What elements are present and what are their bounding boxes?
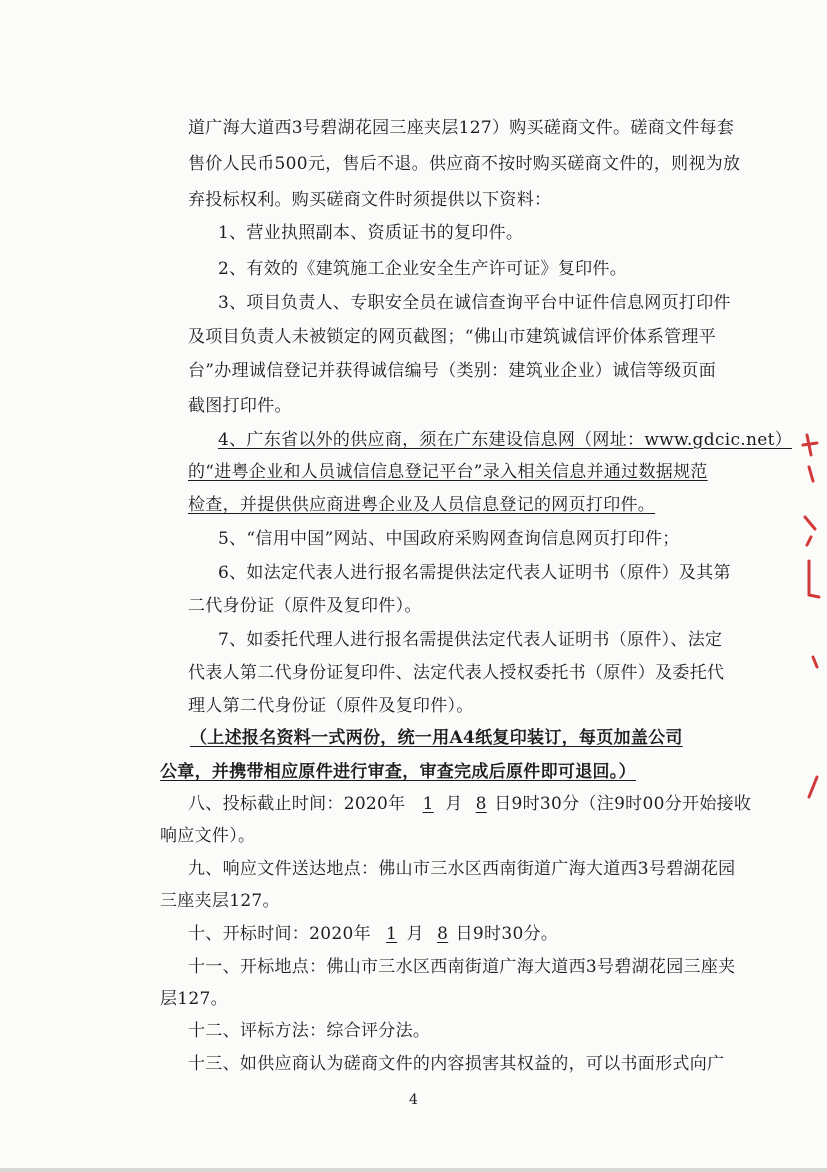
text-line: 十一、开标地点：佛山市三水区西南街道广海大道西3号碧湖花园三座夹: [188, 957, 736, 977]
list-item: 6、如法定代表人进行报名需提供法定代表人证明书（原件）及其第: [218, 563, 731, 583]
opening-month-unit: 月: [406, 924, 424, 944]
text-line: 理人第二代身份证（原件及复印件）。: [188, 696, 474, 716]
text-line: 代表人第二代身份证复印件、法定代表人授权委托书（原件）及委托代: [188, 663, 725, 683]
list-item: 5、“信用中国”网站、中国政府采购网查询信息网页打印件；: [218, 529, 680, 549]
text-line: 三座夹层127。: [160, 891, 280, 911]
notice-line: （上述报名资料一式两份，统一用A4纸复印装订，每页加盖公司: [190, 728, 683, 748]
opening-line: [188, 922, 558, 946]
list-item: 1、营业执照副本、资质证书的复印件。: [218, 223, 524, 243]
list-item: 7、如委托代理人进行报名需提供法定代表人证明书（原件）、法定: [218, 630, 723, 650]
opening-day: 8: [437, 924, 449, 944]
text-line: 台”办理诚信登记并获得诚信编号（类别：建筑业企业）诚信等级页面: [188, 361, 716, 381]
text-line: 及项目负责人未被锁定的网页截图；“佛山市建筑诚信评价体系管理平: [188, 327, 716, 347]
text-line: 的“进粤企业和人员诚信信息登记平台”录入相关信息并通过数据规范: [188, 462, 708, 482]
deadline-month: 1: [422, 794, 434, 814]
text-line: 售价人民币500元，售后不退。供应商不按时购买磋商文件的，则视为放: [188, 154, 741, 174]
opening-suffix: 日9时30分。: [455, 924, 559, 944]
list-item: 3、项目负责人、专职安全员在诚信查询平台中证件信息网页打印件: [218, 293, 731, 313]
deadline-line: [188, 792, 751, 816]
opening-month: 1: [386, 924, 398, 944]
deadline-prefix: 八、投标截止时间：2020年: [188, 794, 406, 814]
text-line: 九、响应文件送达地点：佛山市三水区西南街道广海大道西3号碧湖花园: [188, 859, 736, 879]
text-line: 响应文件）。: [160, 826, 256, 846]
opening-prefix: 十、开标时间：2020年: [188, 924, 371, 944]
scan-edge: [0, 1168, 827, 1172]
deadline-suffix: 日9时30分（注9时00分开始接收: [494, 794, 752, 814]
text-line: 层127。: [160, 989, 228, 1009]
text-line: 道广海大道西3号碧湖花园三座夹层127）购买磋商文件。磋商文件每套: [188, 118, 735, 138]
seal-stamp-edge: [797, 425, 827, 825]
text-line: 弃投标权利。购买磋商文件时须提供以下资料：: [188, 190, 552, 210]
deadline-day: 8: [475, 794, 487, 814]
text-line: 十二、评标方法：综合评分法。: [188, 1021, 431, 1041]
list-item: 4、广东省以外的供应商，须在广东建设信息网（网址：www.gdcic.net）: [218, 430, 793, 450]
text-line: 十三、如供应商认为磋商文件的内容损害其权益的，可以书面形式向广: [188, 1054, 725, 1074]
list-item: 2、有效的《建筑施工企业安全生产许可证》复印件。: [218, 259, 628, 279]
deadline-month-unit: 月: [445, 794, 463, 814]
text-line: 二代身份证（原件及复印件）。: [188, 596, 422, 616]
page-number: 4: [409, 1092, 418, 1108]
notice-line: 公章，并携带相应原件进行审查，审查完成后原件即可退回。）: [160, 762, 636, 782]
text-line: 截图打印件。: [188, 396, 292, 416]
text-line: 检查，并提供供应商进粤企业及人员信息登记的网页打印件。: [188, 495, 656, 515]
